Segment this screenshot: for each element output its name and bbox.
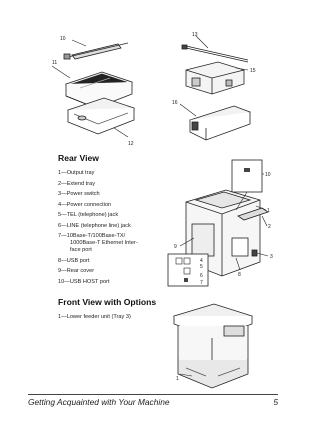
callout-rear-10: 10 [265, 172, 271, 178]
cleaning-rod-drawing [182, 45, 248, 62]
callout-12: 12 [128, 141, 134, 147]
list-item: 5—TEL (telephone) jack [58, 212, 119, 218]
list-item: 1—Output tray [58, 170, 95, 176]
callout-rear-1: 1 [267, 208, 270, 214]
callout-rear-3: 3 [270, 254, 273, 260]
callout-13: 13 [192, 32, 198, 38]
rear-view-illustration [0, 150, 300, 290]
callout-rear-2: 2 [268, 224, 271, 230]
list-item: 4—Power connection [58, 201, 112, 208]
callout-rear-5: 4 [200, 258, 203, 264]
callout-10: 10 [60, 36, 66, 42]
callout-15: 15 [250, 68, 256, 74]
list-item: 8—USB port [58, 257, 90, 264]
list-item-continued: 1000Base-T Ethernet Inter- [70, 240, 138, 246]
page-number: 5 [273, 397, 278, 407]
transfer-roller-drawing [64, 43, 128, 59]
callout-rear-6: 5 [200, 264, 203, 270]
front-view-illustration [0, 296, 300, 386]
rear-view-heading: Rear View [58, 153, 99, 163]
callout-front-1: 1 [176, 376, 179, 382]
callout-rear-8: 7 [200, 280, 203, 286]
list-item: 10—USB HOST port [58, 278, 110, 285]
callout-16: 16 [172, 100, 178, 106]
list-item: 1—Lower feeder unit (Tray 3) [58, 314, 131, 320]
list-item-continued: face port [70, 247, 92, 253]
toner-cartridge-drawing [190, 106, 250, 140]
drum-unit-drawing [68, 98, 134, 134]
front-view-heading: Front View with Options [58, 297, 157, 307]
list-item: 3—Power switch [58, 191, 100, 197]
footer-title: Getting Acquainted with Your Machine [28, 397, 170, 407]
list-item: 2—Extend tray [58, 180, 95, 187]
list-item: 9—Rear cover [58, 268, 95, 274]
list-item: 6—LINE (telephone line) jack [58, 222, 131, 229]
consumables-illustration [0, 0, 300, 150]
callout-rear-7: 6 [200, 273, 203, 279]
list-item: 7—10Base-T/100Base-TX/ [58, 233, 126, 239]
footer-rule [28, 394, 278, 395]
callout-rear-9: 9 [174, 244, 177, 250]
callout-rear-4: 8 [238, 272, 241, 278]
callout-11: 11 [52, 60, 58, 66]
waste-toner-bottle-drawing [186, 62, 244, 94]
